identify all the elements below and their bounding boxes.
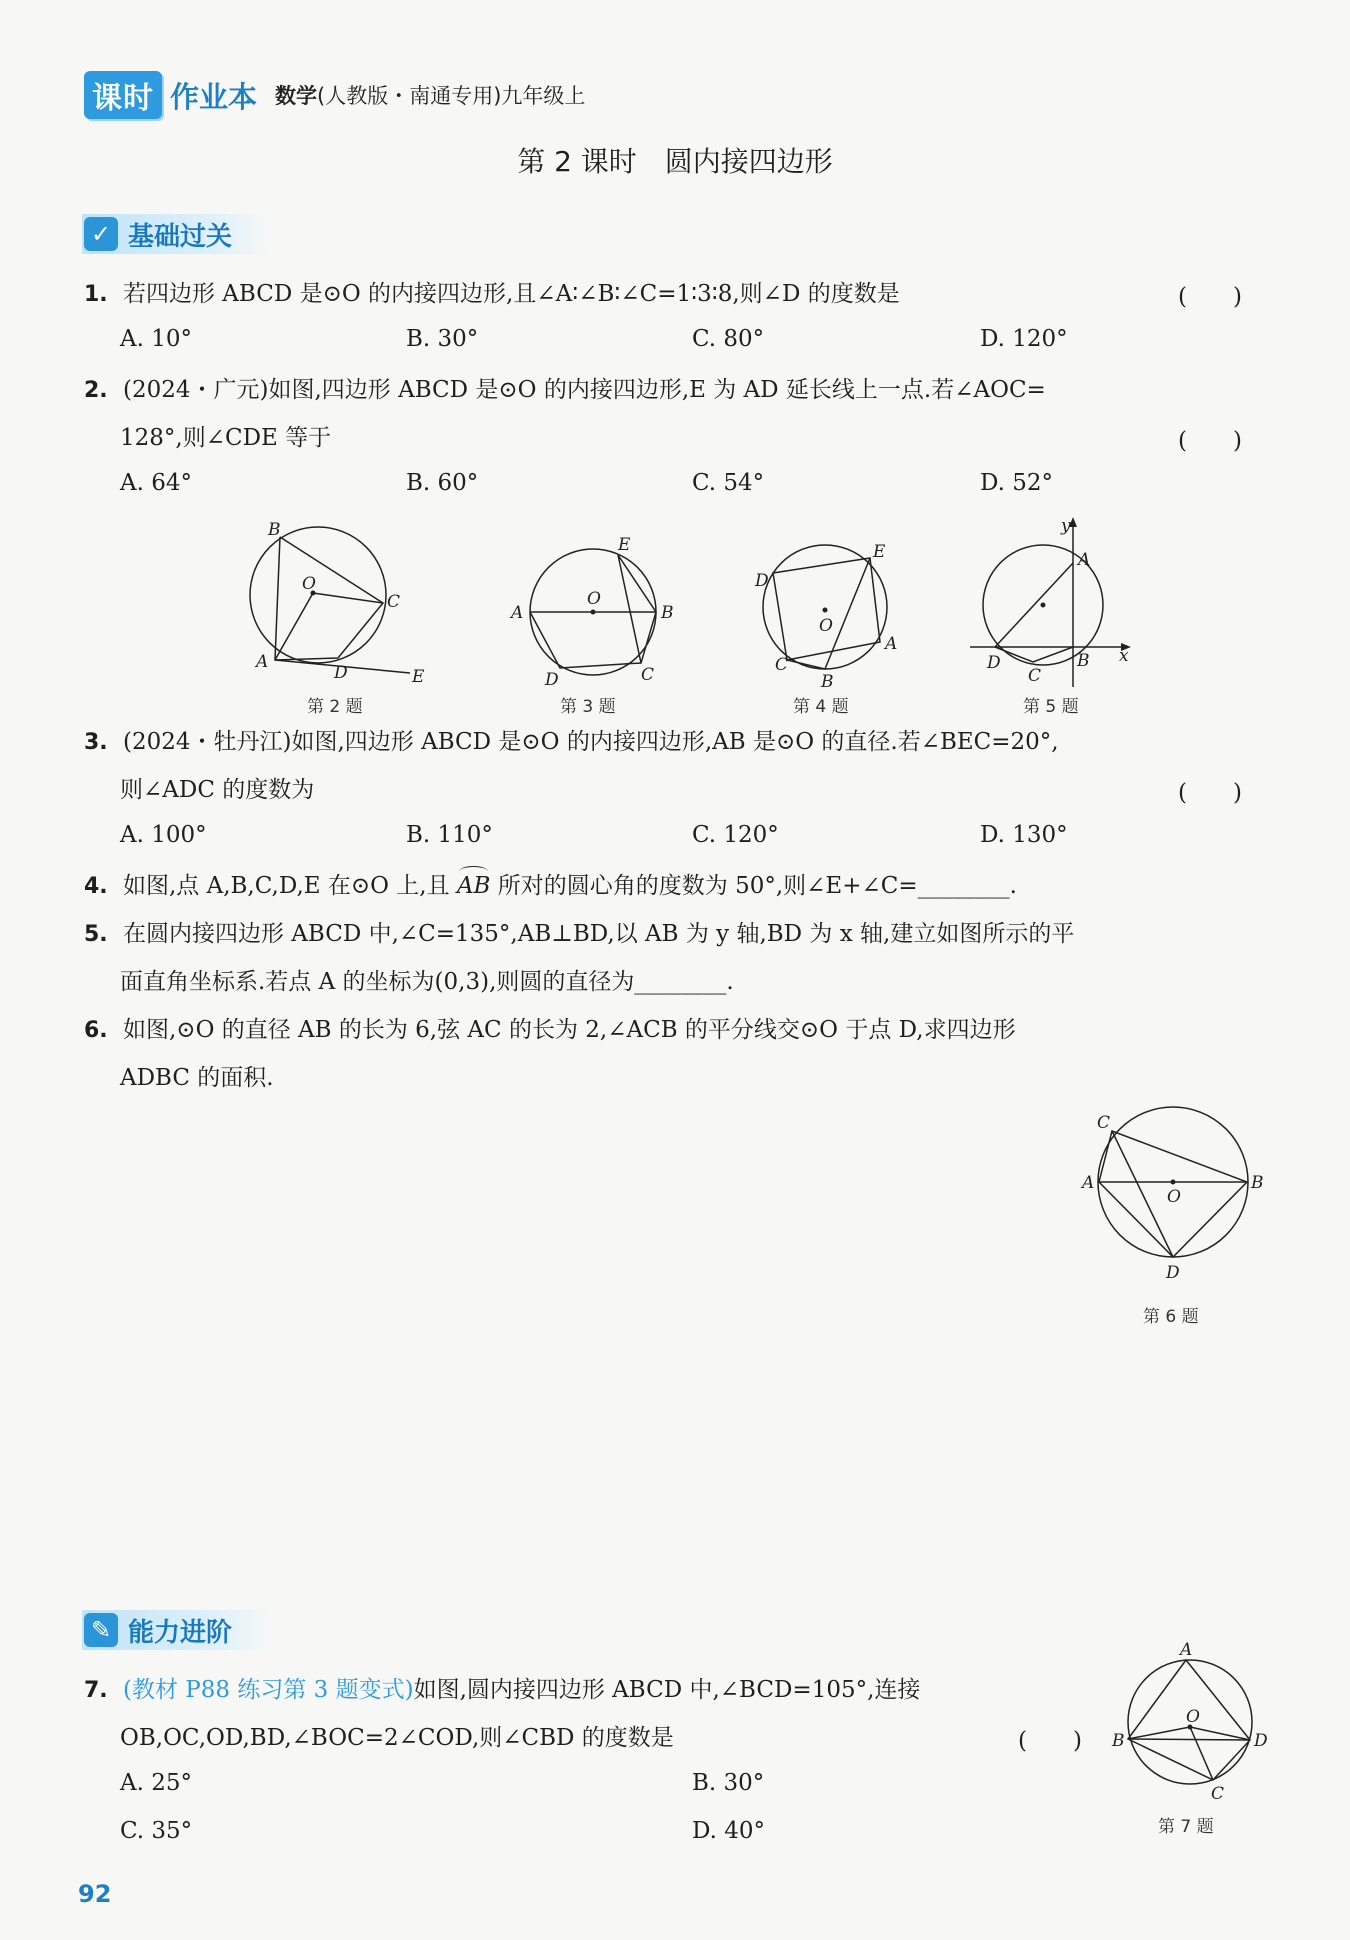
logo-text: 作业本 bbox=[170, 79, 258, 114]
section-basic-banner bbox=[82, 214, 272, 254]
label-c: C bbox=[1211, 1784, 1225, 1804]
label-b: B bbox=[821, 672, 834, 690]
option-d: D. 120° bbox=[980, 326, 1068, 352]
arc-mark bbox=[459, 866, 489, 877]
label-o: O bbox=[302, 574, 316, 594]
label-a: A bbox=[511, 603, 524, 623]
label-e: E bbox=[873, 542, 886, 562]
header-subject bbox=[275, 80, 585, 110]
label-o: O bbox=[819, 616, 833, 636]
question-4 bbox=[84, 870, 1017, 903]
label-o: O bbox=[1167, 1187, 1181, 1207]
question-text-line2: 128°,则∠CDE 等于 bbox=[120, 425, 332, 451]
label-d: D bbox=[1166, 1263, 1180, 1283]
figure-7-caption: 第 7 题 bbox=[1158, 1817, 1214, 1837]
question-number: 6. bbox=[84, 1018, 108, 1043]
option-c: C. 35° bbox=[120, 1818, 193, 1844]
option-c: C. 120° bbox=[692, 822, 779, 848]
answer-bracket: ( ) bbox=[1178, 428, 1242, 454]
logo-box: 课时 bbox=[84, 71, 162, 119]
label-a: A bbox=[1082, 1173, 1095, 1193]
option-c: C. 80° bbox=[692, 326, 765, 352]
question-number: 4. bbox=[84, 874, 108, 899]
figure-5 bbox=[965, 515, 1135, 690]
label-a: A bbox=[256, 652, 269, 672]
question-number: 7. bbox=[84, 1678, 108, 1703]
question-number: 1. bbox=[84, 282, 108, 307]
question-6 bbox=[84, 1014, 1016, 1047]
label-b: B bbox=[661, 603, 674, 623]
option-b: B. 30° bbox=[406, 326, 479, 352]
section-basic-header bbox=[82, 214, 272, 254]
section-advanced-banner bbox=[82, 1610, 272, 1650]
question-3 bbox=[84, 726, 1059, 759]
question-text-line1: (2024・广元)如图,四边形 ABCD 是⊙O 的内接四边形,E 为 AD 延长线上一点.若∠AOC= bbox=[122, 377, 1046, 403]
label-b: B bbox=[1251, 1173, 1264, 1193]
section-advanced-title: 能力进阶 bbox=[128, 1617, 233, 1648]
question-text-line1: 如图,⊙O 的直径 AB 的长为 6,弦 AC 的长为 2,∠ACB 的平分线交⊙O 于点 D,求四边形 bbox=[122, 1017, 1016, 1043]
option-a: A. 25° bbox=[120, 1770, 192, 1796]
label-o: O bbox=[1186, 1707, 1200, 1727]
label-d: D bbox=[755, 571, 769, 591]
section-basic-title: 基础过关 bbox=[128, 221, 233, 252]
label-b: B bbox=[1112, 1731, 1125, 1751]
figure-6 bbox=[1075, 1100, 1275, 1295]
label-e: E bbox=[412, 667, 425, 687]
option-b: B. 60° bbox=[406, 470, 479, 496]
label-c: C bbox=[387, 592, 401, 612]
question-text-before: 如图,点 A,B,C,D,E 在⊙O 上,且 bbox=[122, 873, 450, 899]
question-number: 5. bbox=[84, 922, 108, 947]
label-x: x bbox=[1119, 646, 1129, 666]
question-text-line1: 如图,圆内接四边形 ABCD 中,∠BCD=105°,连接 bbox=[413, 1677, 921, 1703]
label-d: D bbox=[545, 670, 559, 690]
label-d: D bbox=[334, 663, 348, 683]
answer-bracket: ( ) bbox=[1178, 780, 1242, 806]
arc-ab bbox=[457, 870, 491, 902]
figure-6-caption: 第 6 题 bbox=[1143, 1307, 1199, 1327]
option-a: A. 100° bbox=[120, 822, 207, 848]
label-a: A bbox=[885, 634, 898, 654]
label-c: C bbox=[1028, 666, 1042, 686]
question-text-line2: 则∠ADC 的度数为 bbox=[120, 777, 315, 803]
option-c: C. 54° bbox=[692, 470, 765, 496]
answer-bracket: ( ) bbox=[1018, 1728, 1082, 1754]
subject-label: 数学 bbox=[275, 84, 318, 108]
question-text-line1: 在圆内接四边形 ABCD 中,∠C=135°,AB⊥BD,以 AB 为 y 轴,BD 为 x 轴,建立如图所示的平 bbox=[122, 921, 1075, 947]
option-a: A. 10° bbox=[120, 326, 192, 352]
label-o: O bbox=[587, 589, 601, 609]
option-d: D. 130° bbox=[980, 822, 1068, 848]
question-number: 3. bbox=[84, 730, 108, 755]
figure-4-caption: 第 4 题 bbox=[793, 697, 849, 717]
pencil-icon: ✎ bbox=[84, 1613, 118, 1647]
page-title: 第 2 课时 圆内接四边形 bbox=[517, 145, 833, 178]
figure-2 bbox=[240, 515, 440, 690]
label-a: A bbox=[1078, 550, 1091, 570]
edition-label: (人教版・南通专用)九年级上 bbox=[317, 84, 586, 108]
label-b: B bbox=[268, 520, 281, 540]
label-d: D bbox=[1254, 1731, 1268, 1751]
label-d: D bbox=[987, 653, 1001, 673]
label-c: C bbox=[1097, 1113, 1111, 1133]
answer-bracket: ( ) bbox=[1178, 284, 1242, 310]
question-text-line2: 面直角坐标系.若点 A 的坐标为(0,3),则圆的直径为________. bbox=[120, 969, 734, 995]
option-a: A. 64° bbox=[120, 470, 192, 496]
label-y: y bbox=[1061, 516, 1071, 536]
label-c: C bbox=[641, 665, 655, 685]
option-b: B. 110° bbox=[406, 822, 493, 848]
label-a: A bbox=[1180, 1640, 1193, 1660]
figure-3 bbox=[505, 520, 695, 690]
option-b: B. 30° bbox=[692, 1770, 765, 1796]
figure-2-caption: 第 2 题 bbox=[307, 697, 363, 717]
page-header bbox=[84, 72, 585, 118]
section-advanced-header bbox=[82, 1610, 272, 1650]
label-e: E bbox=[618, 535, 631, 555]
question-source: (教材 P88 练习第 3 题变式) bbox=[122, 1677, 414, 1703]
question-text-after: 所对的圆心角的度数为 50°,则∠E+∠C=________. bbox=[497, 873, 1017, 899]
question-text: 若四边形 ABCD 是⊙O 的内接四边形,且∠A∶∠B∶∠C=1∶3∶8,则∠D 的度数是 bbox=[122, 281, 900, 307]
question-1 bbox=[84, 278, 900, 311]
arc-label: AB bbox=[456, 873, 491, 899]
question-text-line2: ADBC 的面积. bbox=[120, 1065, 274, 1091]
label-b: B bbox=[1077, 651, 1090, 671]
question-text-line2: OB,OC,OD,BD,∠BOC=2∠COD,则∠CBD 的度数是 bbox=[120, 1725, 674, 1751]
page-number: 92 bbox=[78, 1880, 112, 1908]
figure-5-caption: 第 5 题 bbox=[1023, 697, 1079, 717]
question-7 bbox=[84, 1674, 920, 1707]
checkbox-icon: ✓ bbox=[84, 217, 118, 251]
question-2 bbox=[84, 374, 1046, 407]
question-5 bbox=[84, 918, 1074, 951]
question-number: 2. bbox=[84, 378, 108, 403]
question-text-line1: (2024・牡丹江)如图,四边形 ABCD 是⊙O 的内接四边形,AB 是⊙O 的直径.若∠BEC=20°, bbox=[122, 729, 1059, 755]
label-c: C bbox=[775, 655, 789, 675]
figure-7 bbox=[1110, 1640, 1270, 1805]
option-d: D. 52° bbox=[980, 470, 1054, 496]
figure-3-caption: 第 3 题 bbox=[560, 697, 616, 717]
figure-4 bbox=[745, 530, 915, 690]
option-d: D. 40° bbox=[692, 1818, 766, 1844]
